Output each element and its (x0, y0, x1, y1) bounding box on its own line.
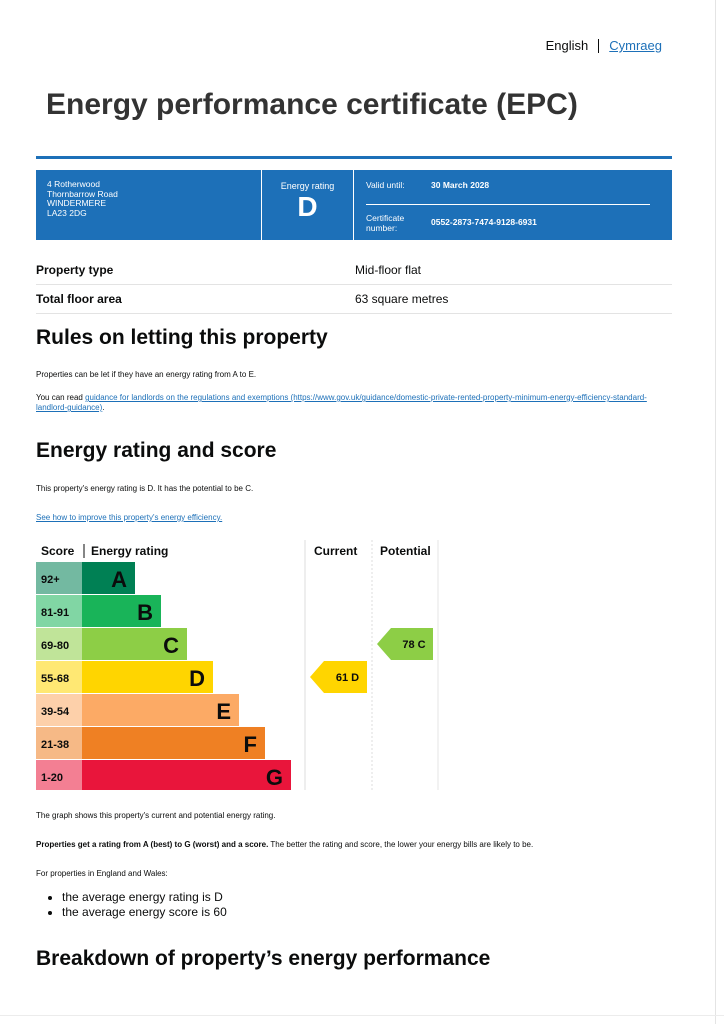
band-score-label: 69-80 (41, 640, 70, 652)
energy-rating-header: Energy rating (91, 544, 169, 558)
band-letter: D (189, 666, 205, 691)
energy-rating-graph (36, 540, 446, 790)
certificate-number-value: 0552-2873-7474-9128-6931 (431, 217, 537, 227)
energy-rating-box (262, 170, 354, 240)
average-intro: For properties in England and Wales: (36, 869, 168, 878)
certificate-banner (36, 170, 672, 240)
band-score-label: 21-38 (41, 739, 70, 751)
energy-rating-label: Energy rating (280, 181, 335, 191)
property-address (36, 170, 262, 240)
energy-heading: Energy rating and score (36, 439, 277, 462)
improve-paragraph (36, 513, 656, 523)
band-bar (82, 760, 291, 790)
property-summary (36, 256, 672, 314)
breakdown-heading: Breakdown of property’s energy performance (36, 947, 491, 970)
band-letter: C (163, 633, 179, 658)
address-line: LA23 2DG (47, 207, 87, 218)
page-edge (715, 0, 716, 1024)
rating-explanation-bold: Properties get a rating from A (best) to G (worst) and a score. (36, 840, 269, 849)
band-score-label: 39-54 (41, 706, 70, 718)
language-english: English (545, 38, 589, 53)
improve-efficiency-link[interactable]: See how to improve this property's energy efficiency. (36, 513, 223, 522)
current-rating-arrow-label: 61 D (335, 672, 360, 684)
energy-rating-value: D (297, 191, 318, 222)
valid-until-row (366, 180, 660, 190)
page-bottom-edge (0, 1015, 724, 1016)
band-letter: G (265, 765, 283, 790)
score-header: Score (41, 544, 75, 558)
band-bar (82, 562, 135, 594)
band-score-label: 55-68 (41, 673, 70, 685)
band-bar (82, 727, 265, 759)
valid-until-label: Valid until: (366, 180, 405, 190)
list-item: • the average energy score is 60 (62, 905, 227, 920)
average-list (48, 890, 227, 920)
potential-rating-arrow-label: 78 C (402, 639, 426, 651)
summary-label: Total floor area (36, 292, 122, 306)
page-title: Energy performance certificate (EPC) (46, 88, 578, 121)
band-score-label: 1-20 (41, 772, 64, 784)
language-switcher (546, 38, 662, 53)
band-letter: F (243, 732, 257, 757)
summary-label: Property type (36, 263, 114, 277)
guidance-suffix: . (102, 403, 105, 412)
guidance-prefix: You can read (36, 393, 86, 402)
rating-explanation (36, 840, 656, 850)
potential-header: Potential (380, 544, 431, 558)
guidance-link[interactable]: guidance for landlords on the regulations and exemptions (https://www.gov.uk/guidance/domestic-private-rented-property-minimum-energy-efficiency-standard-landlord-guidance) (36, 393, 647, 412)
band-score-label: 81-91 (41, 607, 70, 619)
band-letter: E (216, 699, 231, 724)
band-letter: B (137, 600, 153, 625)
band-letter: A (111, 567, 127, 592)
band-score-label: 92+ (41, 574, 60, 586)
language-separator (598, 39, 599, 53)
summary-row-property-type (36, 256, 672, 285)
title-divider (36, 156, 672, 159)
meta-divider (366, 204, 650, 205)
current-header: Current (314, 544, 358, 558)
letting-heading: Rules on letting this property (36, 326, 328, 349)
address-line: Thornbarrow Road (47, 188, 118, 199)
energy-rating-paragraph: This property's energy rating is D. It has the potential to be C. (36, 484, 254, 493)
certificate-number-label: Certificate number: (366, 213, 405, 233)
summary-value: Mid-floor flat (355, 263, 422, 277)
certificate-number-row (366, 213, 660, 233)
summary-row-floor-area (36, 285, 672, 314)
address-line: WINDERMERE (47, 198, 107, 208)
graph-caption: The graph shows this property's current and potential energy rating. (36, 811, 276, 820)
energy-rating-chart (36, 540, 446, 795)
language-welsh-link[interactable]: Cymraeg (609, 38, 662, 53)
letting-paragraph: Properties can be let if they have an energy rating from A to E. (36, 370, 257, 379)
summary-value: 63 square metres (355, 292, 449, 306)
certificate-meta (354, 170, 672, 240)
list-item: • the average energy rating is D (62, 890, 227, 905)
rating-explanation-rest: The better the rating and score, the lower your energy bills are likely to be. (268, 840, 534, 849)
address-line: 4 Rotherwood (47, 179, 100, 189)
valid-until-value: 30 March 2028 (431, 180, 490, 190)
letting-guidance-paragraph (36, 393, 656, 413)
